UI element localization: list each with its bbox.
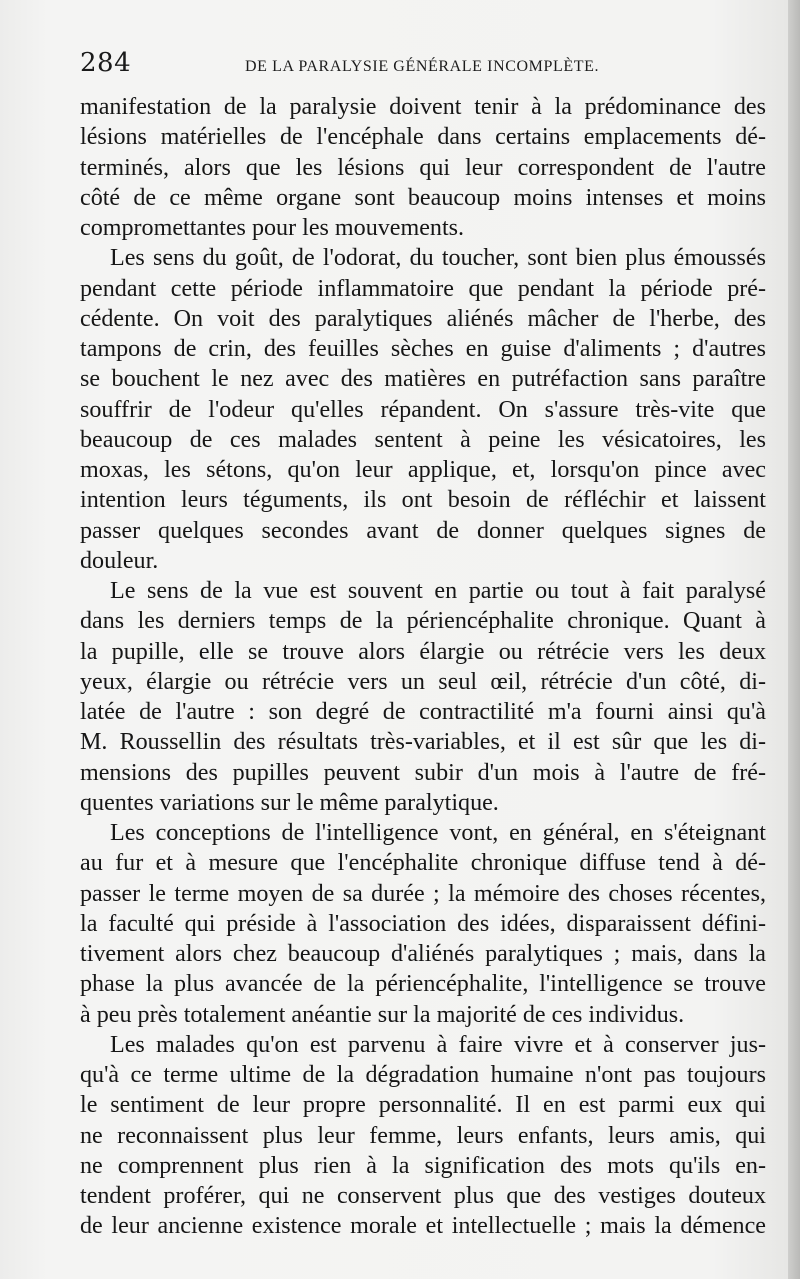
text-line: tampons de crin, des feuilles sèches en guise d'aliments ; d'autres xyxy=(80,336,766,362)
text-line: la faculté qui préside à l'association des idées, disparaissent défini- xyxy=(80,910,766,937)
text-line: tivement alors chez beaucoup d'aliénés paralytiques ; mais, dans la xyxy=(80,941,766,967)
body-text xyxy=(80,92,766,1242)
page-header xyxy=(80,48,770,84)
text-line: tendent proférer, qui ne conservent plus que des vestiges douteux xyxy=(80,1183,766,1209)
text-line: passer quelques secondes avant de donner quelques signes de xyxy=(80,517,766,544)
text-line: de leur ancienne existence morale et intellectuelle ; mais la démence xyxy=(80,1213,766,1240)
text-line: dans les derniers temps de la périencéphalite chronique. Quant à xyxy=(80,608,766,635)
text-line: intention leurs téguments, ils ont besoin de réfléchir et laissent xyxy=(80,487,766,514)
page-number: 284 xyxy=(80,48,132,78)
text-line: beaucoup de ces malades sentent à peine les vésicatoires, les xyxy=(80,426,766,453)
text-line: quentes variations sur le même paralytique. xyxy=(80,789,499,816)
text-line: le sentiment de leur propre personnalité. Il en est parmi eux qui xyxy=(80,1092,766,1119)
text-line: pendant cette période inflammatoire que pendant la période pré- xyxy=(80,275,766,302)
text-line: passer le terme moyen de sa durée ; la mémoire des choses récentes, xyxy=(80,880,766,907)
text-line: phase la plus avancée de la périencéphalite, l'intelligence se trouve xyxy=(80,971,766,998)
text-line: Les conceptions de l'intelligence vont, en général, en s'éteignant xyxy=(110,820,766,846)
text-line: terminés, alors que les lésions qui leur correspondent de l'autre xyxy=(80,154,766,181)
text-line: Les sens du goût, de l'odorat, du toucher, sont bien plus émoussés xyxy=(110,245,766,272)
text-line: Les malades qu'on est parvenu à faire vivre et à conserver jus- xyxy=(110,1031,766,1058)
page-edge xyxy=(788,0,800,1279)
text-line: douleur. xyxy=(80,547,159,574)
text-line: latée de l'autre : son degré de contractilité m'a fourni ainsi qu'à xyxy=(80,699,766,725)
text-line: à peu près totalement anéantie sur la majorité de ces individus. xyxy=(80,1001,685,1028)
text-line: la pupille, elle se trouve alors élargie ou rétrécie vers les deux xyxy=(80,638,766,665)
text-line: cédente. On voit des paralytiques aliénés mâcher de l'herbe, des xyxy=(80,305,766,332)
text-line: se bouchent le nez avec des matières en putréfaction sans paraître xyxy=(80,366,766,393)
text-line: ne reconnaissent plus leur femme, leurs enfants, leurs amis, qui xyxy=(80,1122,766,1149)
text-line: manifestation de la paralysie doivent tenir à la prédominance des xyxy=(80,94,766,120)
text-line: qu'à ce terme ultime de la dégradation humaine n'ont pas toujours xyxy=(80,1062,766,1088)
text-line: compromettantes pour les mouvements. xyxy=(80,215,465,241)
text-line: au fur et à mesure que l'encéphalite chronique diffuse tend à dé- xyxy=(80,850,766,877)
text-line: souffrir de l'odeur qu'elles répandent. On s'assure très-vite que xyxy=(80,396,766,423)
text-line: yeux, élargie ou rétrécie vers un seul œil, rétrécie d'un côté, di- xyxy=(80,668,766,695)
text-line: moxas, les sétons, qu'on leur applique, et, lorsqu'on pince avec xyxy=(80,457,766,483)
text-line: M. Roussellin des résultats très-variables, et il est sûr que les di- xyxy=(80,729,766,756)
text-line: lésions matérielles de l'encéphale dans certains emplacements dé- xyxy=(80,124,766,151)
text-line: Le sens de la vue est souvent en partie ou tout à fait paralysé xyxy=(110,578,766,604)
text-line: ne comprennent plus rien à la signification des mots qu'ils en- xyxy=(80,1152,766,1179)
text-line: mensions des pupilles peuvent subir d'un mois à l'autre de fré- xyxy=(80,759,766,786)
running-title: DE LA PARALYSIE GÉNÉRALE INCOMPLÈTE. xyxy=(245,58,600,75)
text-line: côté de ce même organe sont beaucoup moins intenses et moins xyxy=(80,184,766,211)
